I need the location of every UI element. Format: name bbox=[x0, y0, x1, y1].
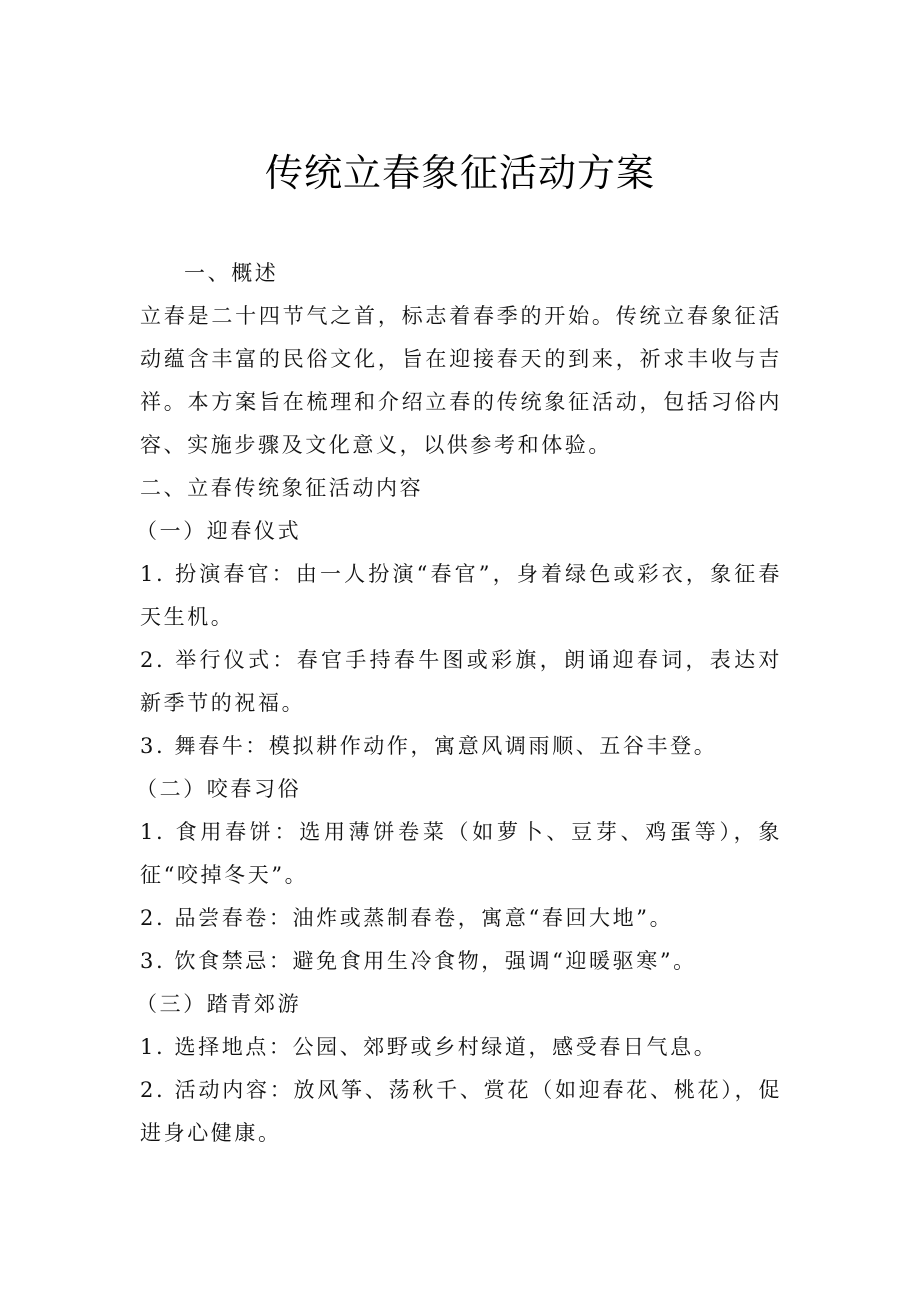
list-item: 2. 活动内容：放风筝、荡秋千、赏花（如迎春花、桃花），促进身心健康。 bbox=[140, 1078, 782, 1145]
section-heading-activities: 二、立春传统象征活动内容 bbox=[140, 476, 424, 500]
list-item: 1. 扮演春官：由一人扮演“春官”，身着绿色或彩衣，象征春天生机。 bbox=[140, 562, 782, 629]
document-body bbox=[136, 252, 782, 1155]
overview-paragraph: 立春是二十四节气之首，标志着春季的开始。传统立春象征活动蕴含丰富的民俗文化，旨在迎接春天的到来，祈求丰收与吉祥。本方案旨在梳理和介绍立春的传统象征活动，包括习俗内容、实施步骤及文化意义，以供参考和体验。 bbox=[140, 304, 782, 457]
list-item: 3. 饮食禁忌：避免食用生冷食物，强调“迎暖驱寒”。 bbox=[140, 949, 697, 973]
list-item: 1. 食用春饼：选用薄饼卷菜（如萝卜、豆芽、鸡蛋等），象征“咬掉冬天”。 bbox=[140, 820, 782, 887]
subsection-heading-welcome-ceremony: （一）迎春仪式 bbox=[136, 519, 302, 543]
list-item: 2. 举行仪式：春官手持春牛图或彩旗，朗诵迎春词，表达对新季节的祝福。 bbox=[140, 648, 782, 715]
subsection-heading-bite-spring: （二）咬春习俗 bbox=[136, 777, 302, 801]
list-item: 3. 舞春牛：模拟耕作动作，寓意风调雨顺、五谷丰登。 bbox=[140, 734, 718, 758]
list-item: 2. 品尝春卷：油炸或蒸制春卷，寓意“春回大地”。 bbox=[140, 906, 674, 930]
section-heading-overview: 一、概述 bbox=[184, 261, 279, 285]
subsection-heading-spring-outing: （三）踏青郊游 bbox=[136, 992, 302, 1016]
list-item: 1. 选择地点：公园、郊野或乡村绿道，感受春日气息。 bbox=[140, 1035, 718, 1059]
document-title: 传统立春象征活动方案 bbox=[264, 151, 655, 195]
